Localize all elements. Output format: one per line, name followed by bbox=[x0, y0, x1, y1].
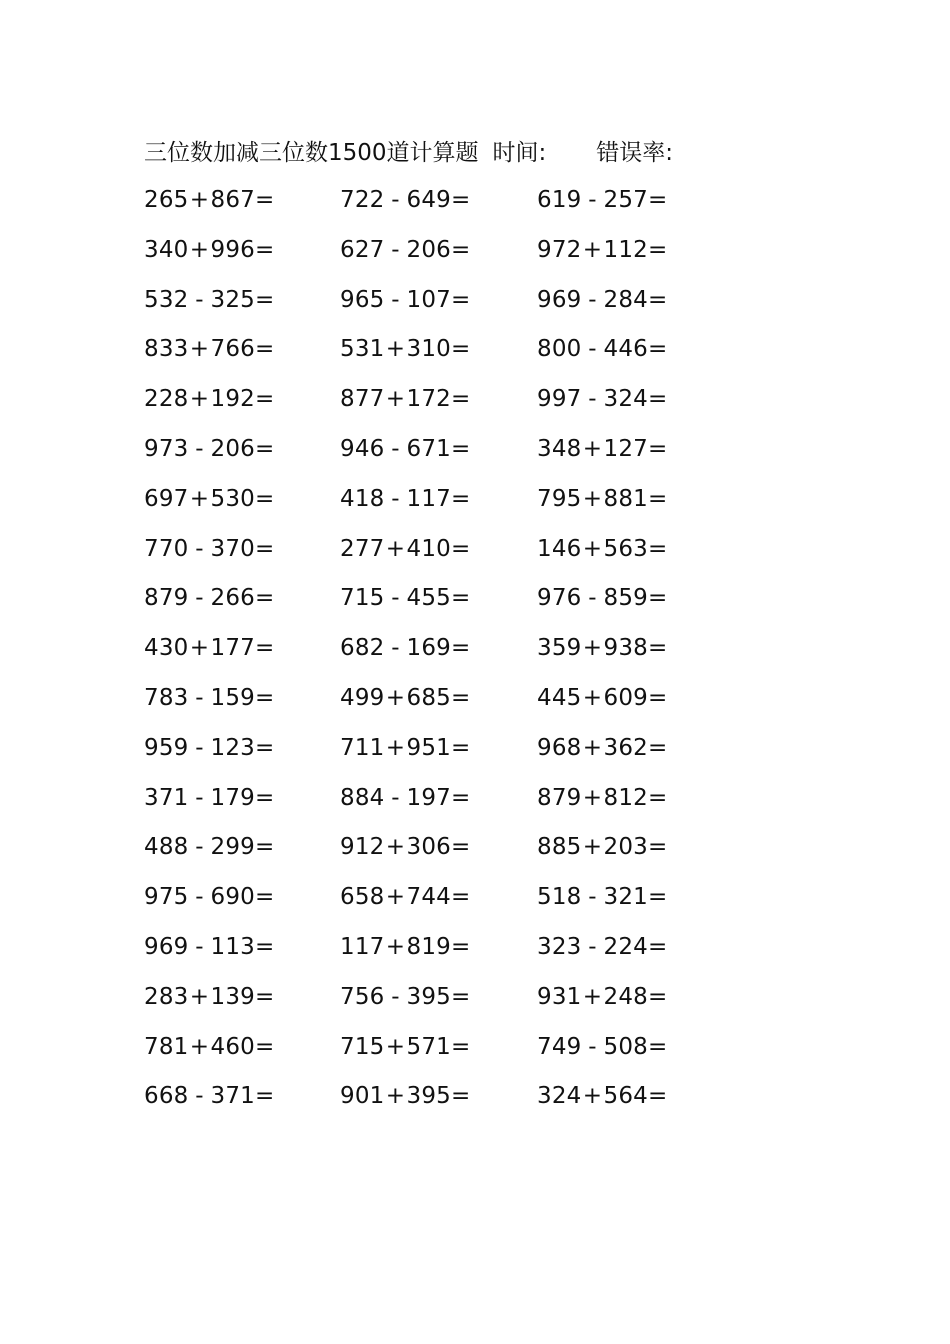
problem-item bbox=[340, 529, 537, 579]
first-operand: 959 bbox=[144, 734, 189, 761]
problem-item bbox=[537, 628, 737, 678]
problem-item bbox=[537, 578, 737, 628]
problem-item bbox=[144, 1076, 340, 1126]
second-operand: 257 bbox=[603, 187, 648, 213]
first-operand: 931 bbox=[537, 983, 582, 1010]
equals-sign: = bbox=[451, 635, 471, 662]
equals-sign: = bbox=[451, 784, 471, 811]
second-operand: 310 bbox=[406, 336, 451, 363]
second-operand: 571 bbox=[406, 1033, 451, 1060]
operator-sign: - bbox=[588, 336, 597, 363]
second-operand: 951 bbox=[406, 734, 451, 761]
first-operand: 340 bbox=[144, 236, 189, 263]
problem-item bbox=[144, 728, 340, 778]
second-operand: 867 bbox=[210, 187, 255, 213]
second-operand: 362 bbox=[603, 734, 648, 761]
equals-sign: = bbox=[648, 187, 668, 213]
operator-sign: - bbox=[195, 684, 204, 711]
equals-sign: = bbox=[648, 1083, 668, 1110]
equals-sign: = bbox=[255, 386, 275, 413]
operator-sign: - bbox=[391, 983, 400, 1010]
operator-sign: - bbox=[391, 236, 400, 263]
first-operand: 445 bbox=[537, 684, 582, 711]
equals-sign: = bbox=[451, 1083, 471, 1110]
equals-sign: = bbox=[255, 435, 275, 462]
equals-sign: = bbox=[648, 1033, 668, 1060]
problem-item bbox=[340, 429, 537, 479]
first-operand: 658 bbox=[340, 884, 385, 911]
problem-item bbox=[340, 728, 537, 778]
equals-sign: = bbox=[451, 834, 471, 861]
operator-sign: + bbox=[385, 884, 406, 911]
equals-sign: = bbox=[648, 884, 668, 911]
first-operand: 946 bbox=[340, 435, 385, 462]
problem-item bbox=[537, 529, 737, 579]
second-operand: 139 bbox=[210, 983, 255, 1010]
first-operand: 711 bbox=[340, 734, 385, 761]
problem-item bbox=[144, 778, 340, 828]
first-operand: 488 bbox=[144, 834, 189, 861]
second-operand: 996 bbox=[210, 236, 255, 263]
equals-sign: = bbox=[648, 336, 668, 363]
second-operand: 395 bbox=[406, 983, 451, 1010]
operator-sign: - bbox=[588, 187, 597, 213]
operator-sign: + bbox=[189, 336, 210, 363]
first-operand: 884 bbox=[340, 784, 385, 811]
first-operand: 972 bbox=[537, 236, 582, 263]
problem-item bbox=[340, 827, 537, 877]
second-operand: 107 bbox=[406, 286, 451, 313]
first-operand: 146 bbox=[537, 535, 582, 562]
operator-sign: - bbox=[391, 784, 400, 811]
equals-sign: = bbox=[451, 336, 471, 363]
second-operand: 324 bbox=[603, 386, 648, 413]
problem-item bbox=[340, 230, 537, 280]
operator-sign: - bbox=[588, 933, 597, 960]
operator-sign: - bbox=[588, 286, 597, 313]
second-operand: 744 bbox=[406, 884, 451, 911]
problem-item bbox=[340, 927, 537, 977]
problem-item bbox=[144, 1027, 340, 1077]
second-operand: 203 bbox=[603, 834, 648, 861]
second-operand: 766 bbox=[210, 336, 255, 363]
first-operand: 682 bbox=[340, 635, 385, 662]
second-operand: 192 bbox=[210, 386, 255, 413]
first-operand: 430 bbox=[144, 635, 189, 662]
equals-sign: = bbox=[648, 236, 668, 263]
operator-sign: + bbox=[385, 1033, 406, 1060]
first-operand: 117 bbox=[340, 933, 385, 960]
problem-item bbox=[340, 479, 537, 529]
equals-sign: = bbox=[648, 983, 668, 1010]
second-operand: 159 bbox=[210, 684, 255, 711]
first-operand: 783 bbox=[144, 684, 189, 711]
operator-sign: + bbox=[582, 983, 603, 1010]
first-operand: 749 bbox=[537, 1033, 582, 1060]
equals-sign: = bbox=[648, 684, 668, 711]
second-operand: 530 bbox=[210, 485, 255, 512]
equals-sign: = bbox=[255, 535, 275, 562]
equals-sign: = bbox=[255, 336, 275, 363]
problem-item bbox=[340, 877, 537, 927]
second-operand: 649 bbox=[406, 187, 451, 213]
second-operand: 169 bbox=[406, 635, 451, 662]
problem-item bbox=[340, 578, 537, 628]
first-operand: 973 bbox=[144, 435, 189, 462]
second-operand: 306 bbox=[406, 834, 451, 861]
problem-item bbox=[537, 329, 737, 379]
operator-sign: + bbox=[582, 834, 603, 861]
first-operand: 265 bbox=[144, 187, 189, 213]
problem-item bbox=[144, 479, 340, 529]
problem-item bbox=[144, 329, 340, 379]
first-operand: 697 bbox=[144, 485, 189, 512]
problem-item bbox=[537, 827, 737, 877]
first-operand: 968 bbox=[537, 734, 582, 761]
second-operand: 455 bbox=[406, 585, 451, 612]
problem-item bbox=[537, 728, 737, 778]
second-operand: 881 bbox=[603, 485, 648, 512]
first-operand: 975 bbox=[144, 884, 189, 911]
operator-sign: + bbox=[582, 784, 603, 811]
operator-sign: + bbox=[385, 535, 406, 562]
equals-sign: = bbox=[255, 983, 275, 1010]
equals-sign: = bbox=[648, 485, 668, 512]
equals-sign: = bbox=[648, 834, 668, 861]
equals-sign: = bbox=[255, 734, 275, 761]
operator-sign: + bbox=[385, 386, 406, 413]
first-operand: 770 bbox=[144, 535, 189, 562]
problem-item bbox=[144, 927, 340, 977]
first-operand: 277 bbox=[340, 535, 385, 562]
first-operand: 969 bbox=[144, 933, 189, 960]
operator-sign: - bbox=[195, 834, 204, 861]
second-operand: 113 bbox=[210, 933, 255, 960]
operator-sign: - bbox=[391, 187, 400, 213]
first-operand: 283 bbox=[144, 983, 189, 1010]
second-operand: 819 bbox=[406, 933, 451, 960]
equals-sign: = bbox=[451, 684, 471, 711]
equals-sign: = bbox=[648, 734, 668, 761]
problem-item bbox=[340, 1076, 537, 1126]
equals-sign: = bbox=[451, 535, 471, 562]
problem-item bbox=[340, 778, 537, 828]
first-operand: 976 bbox=[537, 585, 582, 612]
second-operand: 321 bbox=[603, 884, 648, 911]
equals-sign: = bbox=[255, 236, 275, 263]
problem-item bbox=[340, 678, 537, 728]
problem-item bbox=[537, 379, 737, 429]
operator-sign: - bbox=[588, 585, 597, 612]
equals-sign: = bbox=[255, 187, 275, 213]
problem-item bbox=[340, 280, 537, 330]
problem-item bbox=[144, 578, 340, 628]
operator-sign: - bbox=[588, 386, 597, 413]
second-operand: 197 bbox=[406, 784, 451, 811]
operator-sign: + bbox=[582, 485, 603, 512]
first-operand: 795 bbox=[537, 485, 582, 512]
equals-sign: = bbox=[648, 933, 668, 960]
first-operand: 969 bbox=[537, 286, 582, 313]
equals-sign: = bbox=[451, 983, 471, 1010]
operator-sign: + bbox=[189, 187, 210, 213]
first-operand: 371 bbox=[144, 784, 189, 811]
operator-sign: - bbox=[391, 435, 400, 462]
operator-sign: + bbox=[385, 684, 406, 711]
second-operand: 938 bbox=[603, 635, 648, 662]
operator-sign: + bbox=[582, 684, 603, 711]
problem-item bbox=[340, 180, 537, 230]
problem-item bbox=[144, 678, 340, 728]
problem-item bbox=[537, 479, 737, 529]
first-operand: 877 bbox=[340, 386, 385, 413]
equals-sign: = bbox=[255, 585, 275, 612]
operator-sign: - bbox=[195, 435, 204, 462]
second-operand: 671 bbox=[406, 435, 451, 462]
first-operand: 879 bbox=[537, 784, 582, 811]
second-operand: 508 bbox=[603, 1033, 648, 1060]
operator-sign: + bbox=[582, 535, 603, 562]
problem-item bbox=[537, 429, 737, 479]
operator-sign: + bbox=[189, 485, 210, 512]
first-operand: 627 bbox=[340, 236, 385, 263]
operator-sign: - bbox=[195, 884, 204, 911]
problem-item bbox=[144, 280, 340, 330]
equals-sign: = bbox=[648, 435, 668, 462]
problem-item bbox=[537, 678, 737, 728]
operator-sign: + bbox=[189, 983, 210, 1010]
operator-sign: - bbox=[391, 286, 400, 313]
second-operand: 685 bbox=[406, 684, 451, 711]
problem-item bbox=[340, 379, 537, 429]
first-operand: 418 bbox=[340, 485, 385, 512]
equals-sign: = bbox=[451, 734, 471, 761]
equals-sign: = bbox=[255, 933, 275, 960]
second-operand: 123 bbox=[210, 734, 255, 761]
second-operand: 224 bbox=[603, 933, 648, 960]
problem-item bbox=[537, 1076, 737, 1126]
problem-item bbox=[537, 977, 737, 1027]
problem-item bbox=[340, 1027, 537, 1077]
operator-sign: + bbox=[189, 635, 210, 662]
operator-sign: - bbox=[391, 485, 400, 512]
equals-sign: = bbox=[255, 684, 275, 711]
equals-sign: = bbox=[255, 784, 275, 811]
operator-sign: + bbox=[582, 734, 603, 761]
operator-sign: - bbox=[391, 585, 400, 612]
second-operand: 248 bbox=[603, 983, 648, 1010]
problem-item bbox=[537, 1027, 737, 1077]
equals-sign: = bbox=[648, 585, 668, 612]
first-operand: 324 bbox=[537, 1083, 582, 1110]
first-operand: 499 bbox=[340, 684, 385, 711]
equals-sign: = bbox=[255, 635, 275, 662]
equals-sign: = bbox=[451, 884, 471, 911]
problem-item bbox=[537, 778, 737, 828]
second-operand: 609 bbox=[603, 684, 648, 711]
operator-sign: + bbox=[385, 1083, 406, 1110]
first-operand: 722 bbox=[340, 187, 385, 213]
operator-sign: - bbox=[588, 884, 597, 911]
equals-sign: = bbox=[451, 435, 471, 462]
problem-item bbox=[144, 628, 340, 678]
time-label: 时间: bbox=[492, 139, 547, 166]
second-operand: 446 bbox=[603, 336, 648, 363]
first-operand: 715 bbox=[340, 1033, 385, 1060]
second-operand: 690 bbox=[210, 884, 255, 911]
equals-sign: = bbox=[451, 585, 471, 612]
equals-sign: = bbox=[451, 933, 471, 960]
problem-item bbox=[144, 429, 340, 479]
first-operand: 756 bbox=[340, 983, 385, 1010]
operator-sign: - bbox=[195, 286, 204, 313]
second-operand: 172 bbox=[406, 386, 451, 413]
first-operand: 619 bbox=[537, 187, 582, 213]
equals-sign: = bbox=[451, 386, 471, 413]
operator-sign: + bbox=[582, 236, 603, 263]
second-operand: 563 bbox=[603, 535, 648, 562]
problem-item bbox=[537, 230, 737, 280]
equals-sign: = bbox=[451, 286, 471, 313]
equals-sign: = bbox=[255, 884, 275, 911]
equals-sign: = bbox=[648, 386, 668, 413]
second-operand: 266 bbox=[210, 585, 255, 612]
first-operand: 901 bbox=[340, 1083, 385, 1110]
first-operand: 228 bbox=[144, 386, 189, 413]
first-operand: 715 bbox=[340, 585, 385, 612]
problem-item bbox=[144, 529, 340, 579]
operator-sign: - bbox=[195, 585, 204, 612]
first-operand: 800 bbox=[537, 336, 582, 363]
first-operand: 912 bbox=[340, 834, 385, 861]
problem-grid bbox=[144, 180, 764, 1126]
equals-sign: = bbox=[451, 236, 471, 263]
equals-sign: = bbox=[255, 1083, 275, 1110]
equals-sign: = bbox=[255, 834, 275, 861]
second-operand: 179 bbox=[210, 784, 255, 811]
problem-item bbox=[144, 180, 340, 230]
first-operand: 359 bbox=[537, 635, 582, 662]
second-operand: 206 bbox=[406, 236, 451, 263]
second-operand: 859 bbox=[603, 585, 648, 612]
second-operand: 325 bbox=[210, 286, 255, 313]
second-operand: 284 bbox=[603, 286, 648, 313]
problem-item bbox=[537, 180, 737, 230]
first-operand: 833 bbox=[144, 336, 189, 363]
worksheet-header bbox=[144, 132, 673, 168]
first-operand: 885 bbox=[537, 834, 582, 861]
equals-sign: = bbox=[255, 1033, 275, 1060]
problem-item bbox=[144, 877, 340, 927]
operator-sign: - bbox=[391, 635, 400, 662]
operator-sign: - bbox=[195, 1083, 204, 1110]
equals-sign: = bbox=[648, 286, 668, 313]
problem-item bbox=[537, 927, 737, 977]
operator-sign: - bbox=[195, 784, 204, 811]
operator-sign: - bbox=[195, 535, 204, 562]
second-operand: 371 bbox=[210, 1083, 255, 1110]
operator-sign: + bbox=[189, 236, 210, 263]
problem-item bbox=[144, 230, 340, 280]
second-operand: 460 bbox=[210, 1033, 255, 1060]
operator-sign: + bbox=[582, 1083, 603, 1110]
first-operand: 668 bbox=[144, 1083, 189, 1110]
first-operand: 531 bbox=[340, 336, 385, 363]
operator-sign: + bbox=[582, 635, 603, 662]
operator-sign: + bbox=[385, 734, 406, 761]
problem-item bbox=[144, 379, 340, 429]
operator-sign: + bbox=[385, 336, 406, 363]
equals-sign: = bbox=[648, 635, 668, 662]
problem-item bbox=[340, 628, 537, 678]
second-operand: 410 bbox=[406, 535, 451, 562]
first-operand: 532 bbox=[144, 286, 189, 313]
problem-item bbox=[537, 877, 737, 927]
first-operand: 518 bbox=[537, 884, 582, 911]
operator-sign: + bbox=[385, 933, 406, 960]
equals-sign: = bbox=[255, 286, 275, 313]
equals-sign: = bbox=[648, 535, 668, 562]
second-operand: 206 bbox=[210, 435, 255, 462]
equals-sign: = bbox=[451, 187, 471, 213]
equals-sign: = bbox=[451, 485, 471, 512]
second-operand: 299 bbox=[210, 834, 255, 861]
second-operand: 812 bbox=[603, 784, 648, 811]
second-operand: 117 bbox=[406, 485, 451, 512]
problem-item bbox=[340, 329, 537, 379]
operator-sign: - bbox=[195, 933, 204, 960]
first-operand: 323 bbox=[537, 933, 582, 960]
error-rate-label: 错误率: bbox=[596, 139, 674, 166]
operator-sign: + bbox=[189, 386, 210, 413]
second-operand: 177 bbox=[210, 635, 255, 662]
first-operand: 965 bbox=[340, 286, 385, 313]
first-operand: 997 bbox=[537, 386, 582, 413]
problem-item bbox=[144, 827, 340, 877]
second-operand: 564 bbox=[603, 1083, 648, 1110]
equals-sign: = bbox=[451, 1033, 471, 1060]
second-operand: 112 bbox=[603, 236, 648, 263]
second-operand: 395 bbox=[406, 1083, 451, 1110]
operator-sign: + bbox=[582, 435, 603, 462]
second-operand: 370 bbox=[210, 535, 255, 562]
operator-sign: + bbox=[189, 1033, 210, 1060]
operator-sign: - bbox=[195, 734, 204, 761]
problem-item bbox=[340, 977, 537, 1027]
problem-item bbox=[144, 977, 340, 1027]
second-operand: 127 bbox=[603, 435, 648, 462]
equals-sign: = bbox=[255, 485, 275, 512]
first-operand: 348 bbox=[537, 435, 582, 462]
equals-sign: = bbox=[648, 784, 668, 811]
problem-item bbox=[537, 280, 737, 330]
operator-sign: + bbox=[385, 834, 406, 861]
first-operand: 781 bbox=[144, 1033, 189, 1060]
worksheet-title: 三位数加减三位数1500道计算题 bbox=[144, 139, 479, 166]
operator-sign: - bbox=[588, 1033, 597, 1060]
first-operand: 879 bbox=[144, 585, 189, 612]
